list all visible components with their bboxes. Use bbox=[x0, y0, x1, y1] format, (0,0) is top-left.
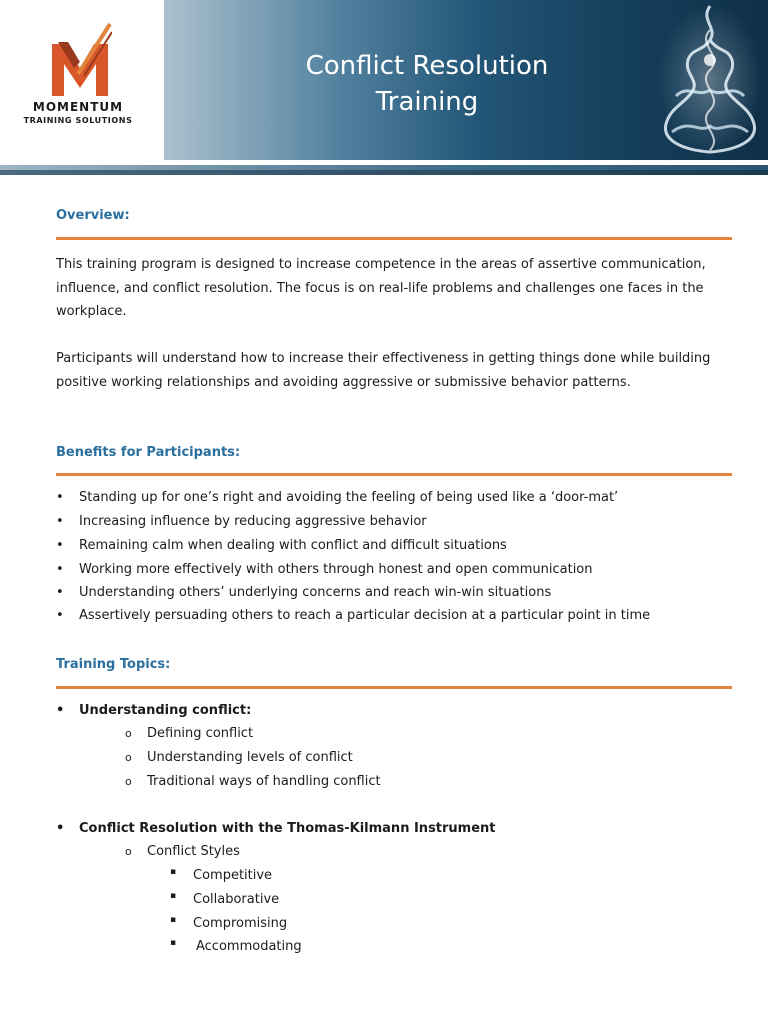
benefit-item: Assertively persuading others to reach a particular decision at a particular point in time bbox=[79, 608, 651, 623]
topics-rule bbox=[56, 686, 732, 689]
page-title bbox=[262, 48, 592, 120]
conflict-style: Competitive bbox=[193, 868, 273, 883]
conflict-style: Accommodating bbox=[196, 939, 302, 954]
circle-bullet: o bbox=[125, 845, 132, 858]
title-line-2: Training bbox=[375, 87, 479, 117]
overview-paragraph-2: Participants will understand how to increase their effectiveness in getting things done while building positive working relationships and avoiding aggressive or submissive behavior patterns. bbox=[56, 351, 711, 390]
benefit-item: Remaining calm when dealing with conflict and difficult situations bbox=[79, 538, 507, 553]
bullet-dot: • bbox=[56, 821, 65, 836]
bullet-dot: • bbox=[56, 608, 64, 623]
benefit-item: Increasing influence by reducing aggressive behavior bbox=[79, 514, 427, 529]
overview-heading: Overview: bbox=[56, 208, 130, 223]
conflict-style: Compromising bbox=[193, 916, 288, 931]
bullet-dot: • bbox=[56, 490, 64, 505]
title-line-1: Conflict Resolution bbox=[305, 51, 549, 81]
circle-bullet: o bbox=[125, 727, 132, 740]
topic-subitem: Defining conflict bbox=[147, 726, 254, 741]
benefit-item: Understanding others’ underlying concerns and reach win-win situations bbox=[79, 585, 552, 600]
benefit-item: Working more effectively with others through honest and open communication bbox=[79, 562, 593, 577]
circle-bullet: o bbox=[125, 751, 132, 764]
square-bullet: ▪ bbox=[170, 867, 177, 877]
bullet-dot: • bbox=[56, 585, 64, 600]
square-bullet: ▪ bbox=[170, 938, 177, 948]
benefit-item: Standing up for one’s right and avoiding the feeling of being used like a ‘door-mat’ bbox=[79, 490, 619, 505]
bullet-dot: • bbox=[56, 514, 64, 529]
momentum-logo-icon bbox=[48, 22, 112, 98]
smoke-ornament-icon bbox=[652, 0, 768, 160]
overview-paragraph-1: This training program is designed to increase competence in the areas of assertive communication, influence, and conflict resolution. The focus is on real-life problems and challenges one faces in the workplace. bbox=[56, 257, 706, 319]
topic-title: Understanding conflict: bbox=[79, 703, 252, 718]
benefits-heading: Benefits for Participants: bbox=[56, 445, 241, 460]
logo bbox=[0, 0, 164, 160]
square-bullet: ▪ bbox=[170, 891, 177, 901]
bullet-dot: • bbox=[56, 562, 64, 577]
topic-subitem: Conflict Styles bbox=[147, 844, 240, 859]
header-divider-dark bbox=[0, 170, 768, 175]
brand-name: MOMENTUM bbox=[32, 100, 124, 114]
circle-bullet: o bbox=[125, 775, 132, 788]
square-bullet: ▪ bbox=[170, 915, 177, 925]
bullet-dot: • bbox=[56, 703, 65, 718]
topic-subitem: Traditional ways of handling conflict bbox=[147, 774, 381, 789]
topic-title: Conflict Resolution with the Thomas-Kilmann Instrument bbox=[79, 821, 496, 836]
overview-rule bbox=[56, 237, 732, 240]
conflict-style: Collaborative bbox=[193, 892, 280, 907]
header-banner bbox=[0, 0, 768, 162]
benefits-rule bbox=[56, 473, 732, 476]
topic-subitem: Understanding levels of conflict bbox=[147, 750, 353, 765]
topics-heading: Training Topics: bbox=[56, 657, 171, 672]
bullet-dot: • bbox=[56, 538, 64, 553]
brand-tagline: TRAINING SOLUTIONS bbox=[23, 116, 133, 125]
